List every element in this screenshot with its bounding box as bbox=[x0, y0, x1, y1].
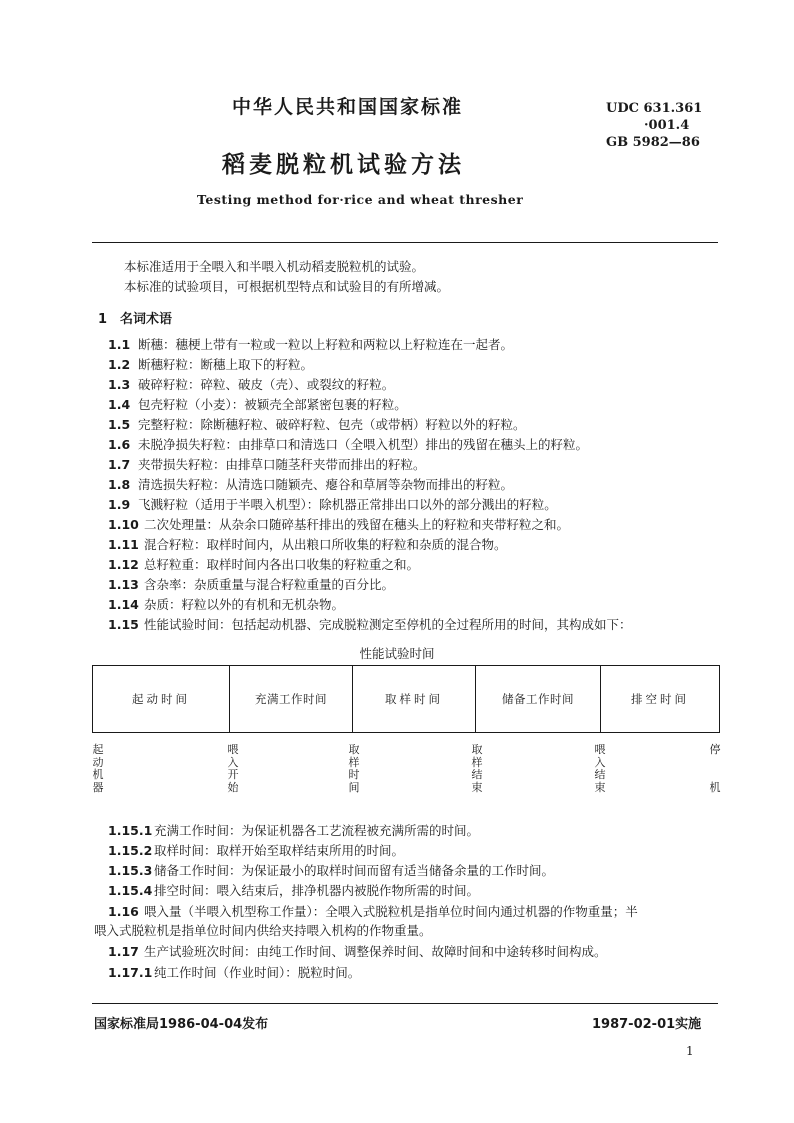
item-text-continuation: 喂入式脱粒机是指单位时间内供给夹持喂入机构的作物重量。 bbox=[94, 923, 432, 938]
definition-item bbox=[108, 944, 607, 960]
item-text: 混合籽粒：取样时间内，从出粮口所收集的籽粒和杂质的混合物。 bbox=[144, 537, 507, 552]
definition-item bbox=[108, 617, 632, 633]
item-number: 1.14 bbox=[108, 597, 139, 612]
item-text: 含杂率：杂质重量与混合籽粒重量的百分比。 bbox=[144, 577, 395, 592]
definition-item bbox=[108, 517, 569, 533]
item-text: 断穗籽粒：断穗上取下的籽粒。 bbox=[138, 357, 314, 372]
intro-paragraph: 本标准适用于全喂入和半喂入机动稻麦脱粒机的试验。 bbox=[124, 259, 425, 274]
definition-item bbox=[108, 437, 588, 453]
definition-item bbox=[108, 904, 638, 920]
udc-code-line2: ·001.4 bbox=[644, 118, 690, 133]
marker-char: 入 bbox=[594, 755, 606, 769]
section-title: 名词术语 bbox=[120, 312, 173, 327]
marker-char: 样 bbox=[471, 755, 483, 769]
definition-subitem bbox=[108, 883, 479, 899]
footer-divider bbox=[92, 1003, 718, 1004]
item-number: 1.15.3 bbox=[108, 863, 153, 878]
marker-char: 束 bbox=[594, 780, 606, 794]
marker-char: 样 bbox=[348, 755, 360, 769]
item-text: 飞溅籽粒（适用于半喂入机型）：除机器正常排出口以外的部分溅出的籽粒。 bbox=[138, 497, 557, 512]
timeline-marker-label bbox=[226, 744, 240, 794]
definition-item bbox=[108, 497, 557, 513]
item-text: 完整籽粒：除断穗籽粒、破碎籽粒、包壳（或带柄）籽粒以外的籽粒。 bbox=[138, 417, 526, 432]
item-text: 排空时间：喂入结束后，排净机器内被脱作物所需的时间。 bbox=[154, 883, 480, 898]
definition-item bbox=[108, 457, 426, 473]
issue-date: 国家标准局1986-04-04发布 bbox=[94, 1017, 269, 1032]
item-text: 清选损失籽粒：从清选口随颖壳、瘪谷和草屑等杂物而排出的籽粒。 bbox=[138, 477, 514, 492]
item-number: 1.7 bbox=[108, 457, 131, 472]
item-text: 性能试验时间：包括起动机器、完成脱粒测定至停机的全过程所用的时间，其构成如下： bbox=[144, 617, 632, 632]
timeline-marker-label bbox=[470, 744, 484, 794]
timeline-marker-label bbox=[347, 744, 361, 794]
marker-char: 束 bbox=[471, 780, 483, 794]
udc-code-line1: UDC 631.361 bbox=[606, 101, 703, 116]
item-number: 1.1 bbox=[108, 337, 131, 352]
marker-char: 取 bbox=[471, 743, 483, 756]
table-caption: 性能试验时间 bbox=[359, 646, 435, 661]
item-number: 1.5 bbox=[108, 417, 131, 432]
table-cell: 起动时间 bbox=[93, 666, 230, 732]
item-text: 纯工作时间（作业时间）：脱粒时间。 bbox=[154, 965, 361, 980]
document-title: 稻麦脱粒机试验方法 bbox=[222, 152, 465, 178]
item-number: 1.16 bbox=[108, 904, 139, 919]
table-cell: 充满工作时间 bbox=[230, 666, 353, 732]
marker-char: 结 bbox=[594, 768, 606, 781]
item-number: 1.2 bbox=[108, 357, 131, 372]
classification-codes bbox=[606, 100, 702, 151]
item-number: 1.9 bbox=[108, 497, 131, 512]
definition-item bbox=[108, 577, 394, 593]
gb-code: GB 5982—86 bbox=[606, 135, 700, 150]
definition-subitem bbox=[108, 843, 404, 859]
english-title: Testing method for·rice and wheat thresher bbox=[197, 192, 524, 207]
definition-item bbox=[108, 597, 344, 613]
definition-item bbox=[108, 357, 313, 373]
table-cell: 排空时间 bbox=[631, 692, 689, 706]
marker-char: 喂 bbox=[594, 743, 606, 756]
definition-item bbox=[108, 337, 513, 353]
timing-table bbox=[92, 665, 720, 733]
item-number: 1.11 bbox=[108, 537, 139, 552]
marker-char: 始 bbox=[227, 780, 239, 794]
marker-char: 开 bbox=[227, 768, 239, 781]
item-number: 1.15 bbox=[108, 617, 139, 632]
effective-date: 1987-02-01实施 bbox=[592, 1017, 702, 1032]
intro-paragraph: 本标准的试验项目，可根据机型特点和试验目的有所增减。 bbox=[124, 279, 450, 294]
timeline-marker-label bbox=[593, 744, 607, 794]
definition-item bbox=[108, 477, 513, 493]
definition-subitem bbox=[108, 823, 479, 839]
section-number: 1 bbox=[98, 312, 108, 327]
table-cell: 取样时间 bbox=[353, 666, 476, 732]
marker-char: 结 bbox=[471, 768, 483, 781]
timeline-marker-label: 停 bbox=[709, 743, 721, 756]
item-text: 二次处理量：从杂余口随碎基秆排出的残留在穗头上的籽粒和夹带籽粒之和。 bbox=[144, 517, 570, 532]
item-number: 1.15.4 bbox=[108, 883, 153, 898]
marker-char: 动 bbox=[92, 755, 104, 769]
section-heading bbox=[98, 308, 172, 327]
item-text: 储备工作时间：为保证最小的取样时间而留有适当储备余量的工作时间。 bbox=[154, 863, 555, 878]
item-text: 生产试验班次时间：由纯工作时间、调整保养时间、故障时间和中途转移时间构成。 bbox=[144, 944, 607, 959]
item-text: 充满工作时间：为保证机器各工艺流程被充满所需的时间。 bbox=[154, 823, 480, 838]
item-number: 1.12 bbox=[108, 557, 139, 572]
item-number: 1.8 bbox=[108, 477, 131, 492]
item-number: 1.15.2 bbox=[108, 843, 153, 858]
marker-char: 取 bbox=[348, 743, 360, 756]
header-divider bbox=[92, 242, 718, 243]
item-number: 1.15.1 bbox=[108, 823, 153, 838]
definition-subitem bbox=[108, 863, 554, 879]
item-text: 夹带损失籽粒：由排草口随茎秆夹带而排出的籽粒。 bbox=[138, 457, 426, 472]
item-text: 包壳籽粒（小麦）：被颖壳全部紧密包裹的籽粒。 bbox=[138, 397, 407, 412]
marker-char: 器 bbox=[92, 780, 104, 794]
definition-item bbox=[108, 397, 407, 413]
definition-item bbox=[108, 417, 526, 433]
item-text: 断穗：穗梗上带有一粒或一粒以上籽粒和两粒以上籽粒连在一起者。 bbox=[138, 337, 514, 352]
marker-char: 间 bbox=[348, 780, 360, 794]
issuing-authority-heading: 中华人民共和国国家标准 bbox=[232, 96, 464, 118]
marker-char: 机 bbox=[92, 768, 104, 781]
item-number: 1.17 bbox=[108, 944, 139, 959]
item-number: 1.3 bbox=[108, 377, 131, 392]
timeline-marker-label bbox=[91, 744, 105, 794]
page-number: 1 bbox=[686, 1044, 694, 1058]
definition-item bbox=[108, 377, 394, 393]
item-text: 破碎籽粒：碎粒、破皮（壳）、或裂纹的籽粒。 bbox=[138, 377, 395, 392]
item-text: 喂入量（半喂入机型称工作量）：全喂入式脱粒机是指单位时间内通过机器的作物重量；半 bbox=[144, 904, 638, 919]
item-number: 1.17.1 bbox=[108, 965, 153, 980]
definition-subitem bbox=[108, 965, 360, 981]
table-cell: 储备工作时间 bbox=[476, 666, 601, 732]
item-number: 1.6 bbox=[108, 437, 131, 452]
item-number: 1.10 bbox=[108, 517, 139, 532]
item-text: 取样时间：取样开始至取样结束所用的时间。 bbox=[154, 843, 405, 858]
item-number: 1.4 bbox=[108, 397, 131, 412]
item-text: 未脱净损失籽粒：由排草口和清选口（全喂入机型）排出的残留在穗头上的籽粒。 bbox=[138, 437, 589, 452]
marker-char: 入 bbox=[227, 755, 239, 769]
timeline-marker-label: 机 bbox=[709, 781, 721, 794]
marker-char: 喂 bbox=[227, 743, 239, 756]
item-number: 1.13 bbox=[108, 577, 139, 592]
marker-char: 起 bbox=[92, 743, 104, 756]
marker-char: 时 bbox=[348, 768, 360, 781]
item-text: 杂质：籽粒以外的有机和无机杂物。 bbox=[144, 597, 345, 612]
definition-item bbox=[108, 557, 419, 573]
item-text: 总籽粒重：取样时间内各出口收集的籽粒重之和。 bbox=[144, 557, 420, 572]
definition-item bbox=[108, 537, 507, 553]
